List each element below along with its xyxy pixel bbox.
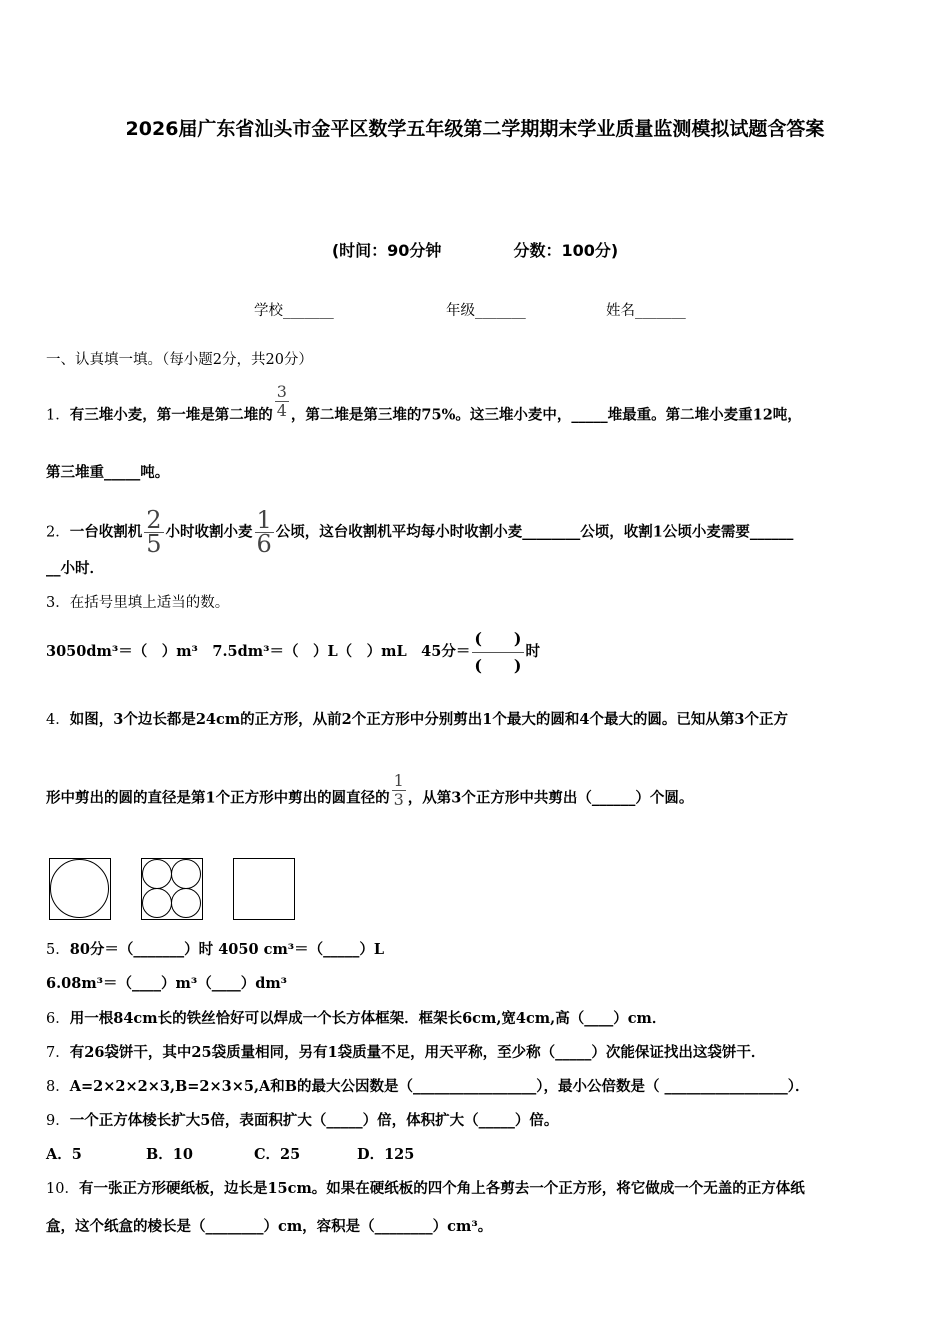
option-a: A．5 xyxy=(46,1146,82,1163)
option-b: B．10 xyxy=(146,1146,193,1163)
question-7 xyxy=(46,1043,765,1063)
q-text: 形中剪出的圆的直径是第1个正方形中剪出的圆直径的 xyxy=(46,789,390,807)
question-9 xyxy=(46,1111,558,1131)
option-c: C．25 xyxy=(254,1146,301,1163)
q-text: 公顷，这台收割机平均每小时收割小麦________公顷，收割1公顷小麦需要______ xyxy=(275,523,794,541)
question-4 xyxy=(46,710,788,730)
q-text: 时 xyxy=(525,643,541,661)
square-four-circles-figure xyxy=(141,858,203,920)
numerator: 3 xyxy=(276,382,287,401)
total-score: 分数：100分) xyxy=(513,241,619,260)
circle xyxy=(142,859,172,889)
section-heading: 一、认真填一填。（每小题2分，共20分） xyxy=(46,352,313,368)
q-num: 10． xyxy=(46,1181,79,1197)
q-num: 4． xyxy=(46,712,70,728)
q-text: 有26袋饼干，其中25袋质量相同，另有1袋质量不足，用天平称，至少称（_____）次能保证找出这袋饼干． xyxy=(69,1044,766,1061)
field-grade: 年级_______ xyxy=(446,303,526,319)
denominator: 5 xyxy=(146,529,162,558)
question-1-cont: 第三堆重_____吨。 xyxy=(46,464,170,481)
q-text: 在括号里填上适当的数。 xyxy=(69,595,230,611)
question-8 xyxy=(46,1077,810,1097)
fraction xyxy=(255,506,274,558)
field-name: 姓名_______ xyxy=(606,303,686,319)
q-text: 有一张正方形硬纸板，边长是15cm。如果在硬纸板的四个角上各剪去一个正方形，将它做成一个无盖的正方体纸 xyxy=(78,1180,805,1197)
q-num: 2． xyxy=(46,524,70,541)
q-num: 1． xyxy=(46,407,70,424)
question-1 xyxy=(46,383,802,426)
time-limit: (时间：90分钟 xyxy=(331,241,442,260)
q-num: 9． xyxy=(46,1113,70,1129)
q-text: ，从第3个正方形中共剪出（______）个圆。 xyxy=(407,789,694,807)
question-10 xyxy=(46,1179,805,1199)
question-5 xyxy=(46,940,384,960)
question-4-cont xyxy=(46,772,693,809)
circle xyxy=(142,888,172,918)
fraction xyxy=(144,506,163,558)
numerator: 2 xyxy=(146,506,162,534)
question-5-cont: 6.08m³＝（____）m³（____）dm³ xyxy=(46,975,288,992)
q-num: 7． xyxy=(46,1045,70,1061)
q-text: 有三堆小麦，第一堆是第二堆的 xyxy=(69,406,273,424)
q-text: 80分＝（_______）时 4050 cm³＝（_____）L xyxy=(69,941,385,958)
denominator: 3 xyxy=(393,789,404,809)
question-10-cont: 盒，这个纸盒的棱长是（________）cm，容积是（________）cm³。 xyxy=(46,1218,493,1235)
empty-square-figure xyxy=(233,858,295,920)
q-text: A=2×2×2×3,B=2×3×5,A和B的最大公因数是（_________________），最小公倍数是（ _________________）． xyxy=(69,1078,810,1095)
numerator-blank: ( ) xyxy=(474,629,522,648)
document-title: 2026届广东省汕头市金平区数学五年级第二学期期末学业质量监测模拟试题含答案 xyxy=(125,118,825,140)
denominator: 4 xyxy=(276,400,287,420)
option-d: D．125 xyxy=(357,1146,415,1163)
q-text: 用一根84cm长的铁丝恰好可以焊成一个长方体框架．框架长6cm,宽4cm,高（____）cm． xyxy=(69,1010,667,1027)
q-text: 小时收割小麦 xyxy=(165,523,253,541)
numerator: 1 xyxy=(393,771,404,790)
question-2-cont: __小时． xyxy=(46,560,104,577)
denominator-blank: ( ) xyxy=(472,652,523,679)
fraction xyxy=(472,626,523,678)
circle xyxy=(50,859,109,918)
exam-info xyxy=(0,238,950,261)
question-3-items xyxy=(46,626,540,678)
q-num: 6． xyxy=(46,1011,70,1027)
q-text: 一个正方体棱长扩大5倍，表面积扩大（_____）倍，体积扩大（_____）倍。 xyxy=(69,1112,559,1129)
question-2 xyxy=(46,506,794,558)
q-num: 8． xyxy=(46,1079,70,1095)
circle xyxy=(171,859,201,889)
q-text: 一台收割机 xyxy=(69,523,143,541)
fraction xyxy=(275,383,289,419)
q-num: 3． xyxy=(46,595,70,611)
field-school: 学校_______ xyxy=(254,303,334,319)
denominator: 6 xyxy=(256,529,272,558)
q-text: ，第二堆是第三堆的75%。这三堆小麦中，_____堆最重。第二堆小麦重12吨， xyxy=(290,406,802,424)
fraction xyxy=(392,772,406,808)
q-text: 如图，3个边长都是24cm的正方形，从前2个正方形中分别剪出1个最大的圆和4个最大的圆。已知从第3个正方 xyxy=(69,711,789,728)
q-num: 5． xyxy=(46,942,70,958)
question-3 xyxy=(46,593,229,613)
numerator: 1 xyxy=(256,506,272,534)
square-one-circle-figure xyxy=(49,858,111,920)
question-6 xyxy=(46,1009,666,1029)
circle xyxy=(171,888,201,918)
q-text: 3050dm³＝（ ）m³ 7.5dm³＝（ ）L（ ）mL 45分＝ xyxy=(46,643,471,661)
